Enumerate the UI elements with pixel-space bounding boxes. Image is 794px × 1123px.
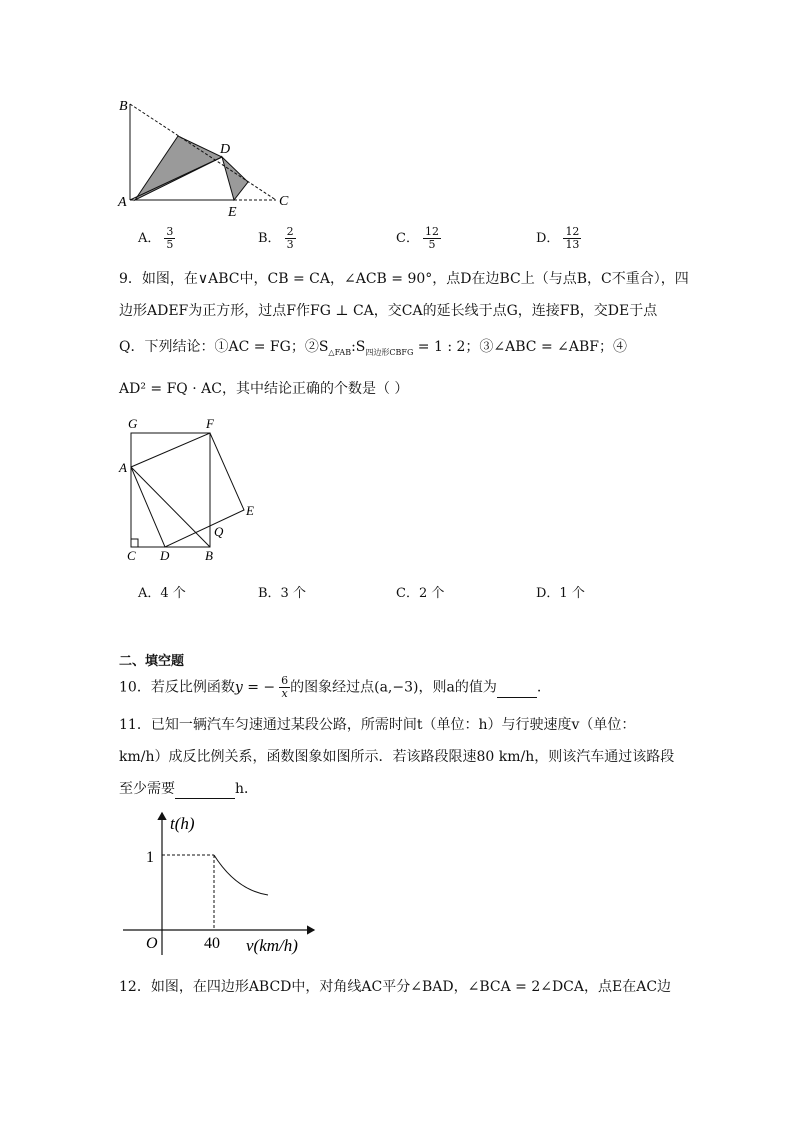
square-ADEF [131,433,244,547]
q9-option-a: A．4 个 [138,586,186,601]
label-B: B [205,548,213,563]
q8-option-b: B． $\frac{2}{3}$ [258,225,294,251]
fraction: $\frac{3}{5}$ [166,225,174,251]
label-E: E [246,503,254,518]
fraction: $\frac{6}{x}$ [281,674,289,700]
q8-option-c: C． $\frac{12}{5}$ [396,225,439,251]
q9-line-4: AD² = FQ · AC，其中结论正确的个数是（ ） [119,381,409,397]
q11-line-1: 11．已知一辆汽车匀速通过某段公路，所需时间t（单位：h）与行驶速度v（单位： [119,717,636,733]
q11-graph [118,805,333,960]
answer-blank[interactable] [497,679,537,698]
hyperbola-curve [214,855,268,895]
label-C: C [279,194,289,209]
label-A: A [119,460,127,475]
label-C: C [127,548,136,563]
label-D: D [220,142,231,157]
label-D: D [160,548,170,563]
q8-option-a: A． $\frac{3}{5}$ [138,225,174,251]
label-G: G [128,416,138,431]
y-axis-label: t(h) [170,814,195,833]
label-Q: Q [214,524,224,539]
q11-line-3: 至少需要 h． [119,781,259,797]
right-angle-mark [131,539,138,547]
fraction: $\frac{12}{13}$ [565,225,580,251]
q8-option-d: D． $\frac{12}{13}$ [536,225,580,251]
q10-line: 10．若反比例函数y = − $\frac{6}{x}$ 的图象经过点(a,−3)，则a的值为 . [119,674,542,700]
q9-line-3: Q．下列结论：①AC = FG；$②S_{\triangle FAB}:S_{四边形CBFG} = 1$ : 2；③∠ABC = ∠ABF；④ [119,339,627,357]
line-AB [131,467,210,547]
origin-label: O [146,935,158,952]
label-E: E [228,205,237,220]
label-A: A [118,195,127,210]
x-tick-label: 40 [204,935,220,952]
q11-line-2: km/h）成反比例关系，函数图象如图所示．若该路段限速80 km/h，则该汽车通过该路段 [119,749,675,765]
shaded-triangle-left [135,136,222,200]
q9-line-1: 9．如图，在∨ABC中，CB = CA，∠ACB = 90°，点D在边BC上（与点B，C不重合），四 [119,271,689,287]
q9-option-b: B．3 个 [258,586,306,601]
label-B: B [119,99,128,114]
x-axis-label: v(km/h) [246,936,298,955]
q9-line-2: 边形ADEF为正方形，过点F作FG ⊥ CA，交CA的延长线于点G，连接FB，交DE于点 [119,303,658,319]
answer-blank[interactable] [175,780,235,799]
q9-figure [118,414,268,566]
y-tick-label: 1 [146,849,154,866]
q8-figure [110,92,310,220]
q9-option-c: C．2 个 [396,586,445,601]
q12-line-1: 12．如图，在四边形ABCD中，对角线AC平分∠BAD，∠BCA = 2∠DCA，点E在AC边 [119,979,672,995]
fraction: $\frac{12}{5}$ [424,225,439,251]
section-heading: 二、填空题 [119,654,185,669]
fraction: $\frac{2}{3}$ [286,225,294,251]
label-F: F [206,416,214,431]
q9-option-d: D．1 个 [536,586,585,601]
